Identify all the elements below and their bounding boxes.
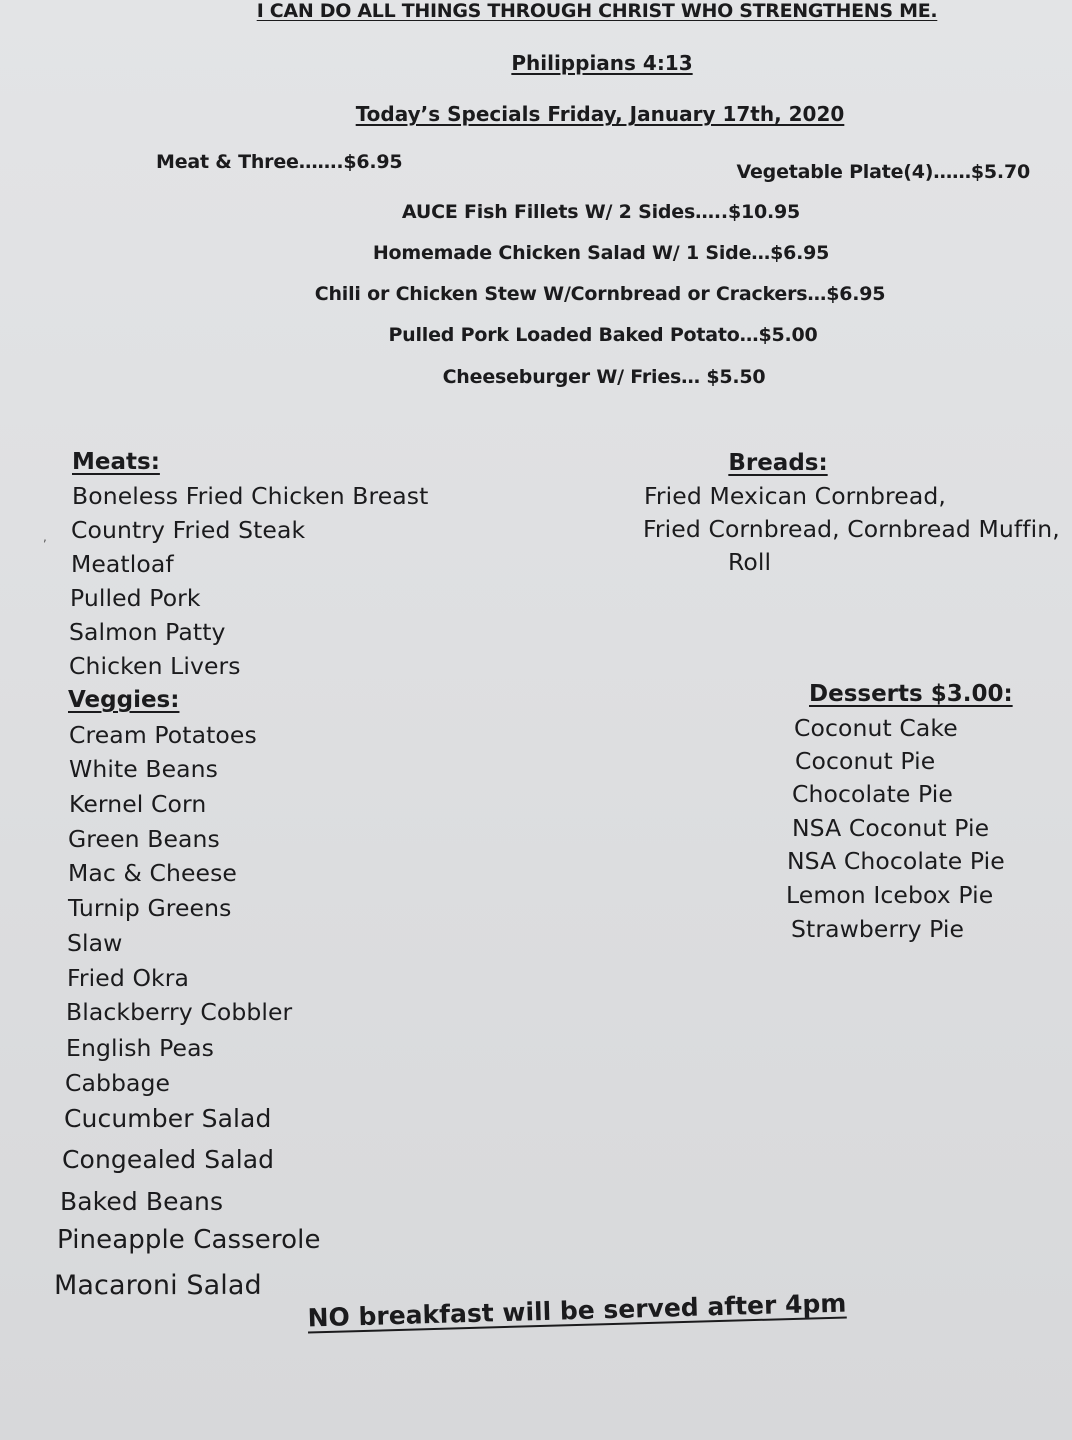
dessert-item: Lemon Icebox Pie	[786, 881, 994, 909]
special-item: Pulled Pork Loaded Baked Potato…$5.00	[388, 324, 818, 346]
dessert-item: NSA Coconut Pie	[792, 814, 990, 842]
special-item: Chili or Chicken Stew W/Cornbread or Crackers…$6.95	[314, 283, 886, 305]
bread-line: Roll	[728, 548, 772, 576]
dessert-item: Coconut Pie	[795, 747, 936, 775]
meat-item: Boneless Fried Chicken Breast	[72, 482, 429, 510]
veggie-item: Slaw	[67, 929, 123, 957]
veggie-item: English Peas	[66, 1034, 214, 1062]
verse-heading: I CAN DO ALL THINGS THROUGH CHRIST WHO STRENGTHENS ME.	[256, 0, 938, 22]
special-item: AUCE Fish Fillets W/ 2 Sides…..$10.95	[401, 201, 801, 223]
breads-heading: Breads:	[728, 450, 828, 476]
veggie-item: Cucumber Salad	[64, 1104, 272, 1133]
veggie-item: Turnip Greens	[68, 894, 232, 922]
special-item: Homemade Chicken Salad W/ 1 Side…$6.95	[372, 242, 830, 264]
desserts-heading: Desserts $3.00:	[809, 681, 1013, 707]
veggie-item: White Beans	[69, 755, 219, 783]
dessert-item: NSA Chocolate Pie	[787, 847, 1005, 875]
stray-pen-mark: ,	[43, 530, 47, 544]
bread-line: Fried Mexican Cornbread,	[644, 482, 946, 510]
special-item: Cheeseburger W/ Fries… $5.50	[442, 366, 766, 388]
verse-reference: Philippians 4:13	[511, 51, 693, 75]
meat-and-three-special: Meat & Three…….$6.95	[156, 151, 403, 173]
veggie-item: Blackberry Cobbler	[66, 998, 293, 1026]
veggie-item: Cabbage	[65, 1069, 171, 1097]
veggie-item: Mac & Cheese	[68, 859, 237, 887]
veggies-heading: Veggies:	[68, 687, 180, 713]
dessert-item: Coconut Cake	[794, 714, 958, 742]
veggie-item: Baked Beans	[60, 1187, 224, 1216]
vegetable-plate-special: Vegetable Plate(4)……$5.70	[736, 161, 1030, 183]
meats-heading: Meats:	[72, 449, 160, 475]
veggie-item: Fried Okra	[67, 964, 190, 992]
veggie-item: Macaroni Salad	[54, 1270, 262, 1301]
veggie-item: Congealed Salad	[62, 1145, 275, 1174]
dessert-item: Chocolate Pie	[792, 780, 953, 808]
bread-line: Fried Cornbread, Cornbread Muffin,	[643, 515, 1060, 543]
veggie-item: Kernel Corn	[69, 790, 207, 818]
meat-item: Chicken Livers	[69, 652, 241, 680]
veggie-item: Green Beans	[68, 825, 220, 853]
meat-item: Salmon Patty	[69, 618, 226, 646]
veggie-item: Cream Potatoes	[69, 721, 257, 749]
dessert-item: Strawberry Pie	[791, 915, 965, 943]
meat-item: Country Fried Steak	[71, 516, 306, 544]
specials-date-heading: Today’s Specials Friday, January 17th, 2020	[355, 102, 845, 126]
breakfast-notice: NO breakfast will be served after 4pm	[307, 1288, 847, 1333]
meat-item: Pulled Pork	[70, 584, 201, 612]
meat-item: Meatloaf	[71, 550, 174, 578]
veggie-item: Pineapple Casserole	[57, 1225, 321, 1255]
